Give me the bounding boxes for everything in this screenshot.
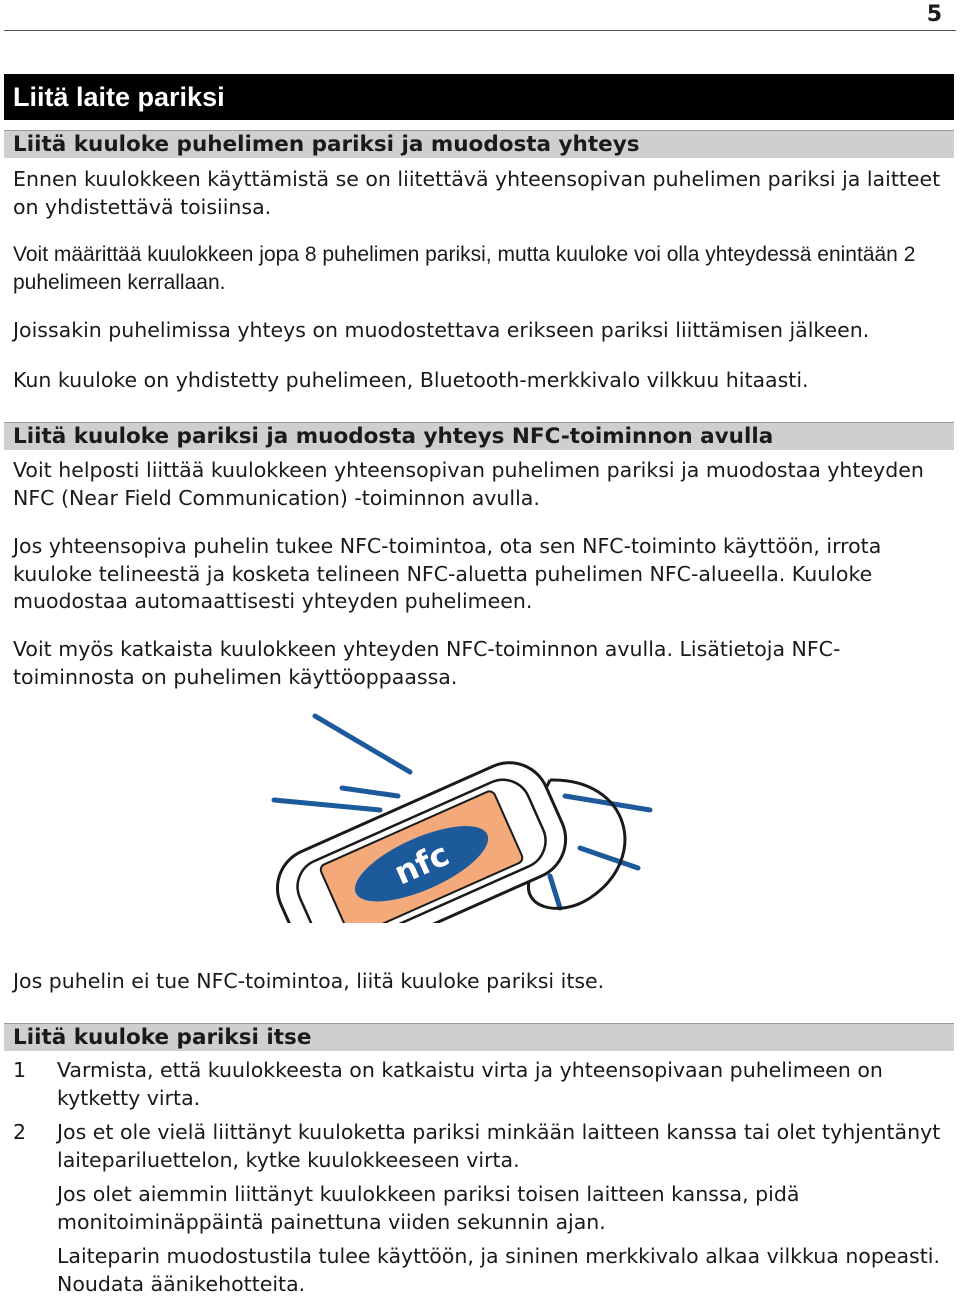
- paragraph: Voit myös katkaista kuulokkeen yhteyden NFC-toiminnon avulla. Lisätietoja NFC-toiminnosta on puhelimen käyttöoppaassa.: [13, 637, 841, 689]
- paragraph: Voit määrittää kuulokkeen jopa 8 puhelimen pariksi, mutta kuuloke voi olla yhteydessä enintään 2 puhelimeen kerrallaan.: [13, 243, 916, 294]
- nfc-logo-label: nfc: [388, 835, 455, 893]
- section-heading-manual-pairing: Liitä kuuloke pariksi itse: [4, 1023, 954, 1051]
- paragraph: Jos olet aiemmin liittänyt kuulokkeen pariksi toisen laitteen kanssa, pidä monitoiminäppäintä painettuna viiden sekunnin ajan.: [57, 1182, 800, 1234]
- chapter-title: Liitä laite pariksi: [4, 74, 954, 120]
- nfc-pairing-illustration: [230, 708, 680, 923]
- section-heading-pair-and-connect: Liitä kuuloke puhelimen pariksi ja muodosta yhteys: [4, 130, 954, 158]
- paragraph: Joissakin puhelimissa yhteys on muodostettava erikseen pariksi liittämisen jälkeen.: [13, 318, 870, 342]
- paragraph: Kun kuuloke on yhdistetty puhelimeen, Bluetooth-merkkivalo vilkkuu hitaasti.: [13, 368, 809, 392]
- header-rule: [4, 30, 956, 31]
- list-text: Varmista, että kuulokkeesta on katkaistu virta ja yhteensopivaan puhelimeen on kytketty virta.: [57, 1058, 883, 1110]
- paragraph: Jos yhteensopiva puhelin tukee NFC-toimintoa, ota sen NFC-toiminto käyttöön, irrota kuuloke telineestä ja kosketa telineen NFC-aluetta puhelimen NFC-alueella. Kuuloke muodostaa automaattisesti yhteyden puhelimeen.: [13, 534, 882, 613]
- page-number: 5: [926, 2, 942, 27]
- section-heading-nfc: Liitä kuuloke pariksi ja muodosta yhteys NFC-toiminnon avulla: [4, 422, 954, 450]
- list-number: 2: [13, 1120, 27, 1144]
- list-number: 1: [13, 1058, 27, 1082]
- paragraph: Laiteparin muodostustila tulee käyttöön, ja sininen merkkivalo alkaa vilkkua nopeasti. Noudata äänikehotteita.: [57, 1244, 940, 1296]
- list-text: Jos et ole vielä liittänyt kuuloketta pariksi minkään laitteen kanssa tai olet tyhjentänyt laitepariluettelon, kytke kuulokkeeseen virta.: [57, 1120, 941, 1172]
- paragraph: Ennen kuulokkeen käyttämistä se on liitettävä yhteensopivan puhelimen pariksi ja laitteet on yhdistettävä toisiinsa.: [13, 167, 941, 219]
- paragraph: Jos puhelin ei tue NFC-toimintoa, liitä kuuloke pariksi itse.: [13, 969, 605, 993]
- paragraph: Voit helposti liittää kuulokkeen yhteensopivan puhelimen pariksi ja muodostaa yhteyden NFC (Near Field Communication) -toiminnon avulla.: [13, 458, 924, 510]
